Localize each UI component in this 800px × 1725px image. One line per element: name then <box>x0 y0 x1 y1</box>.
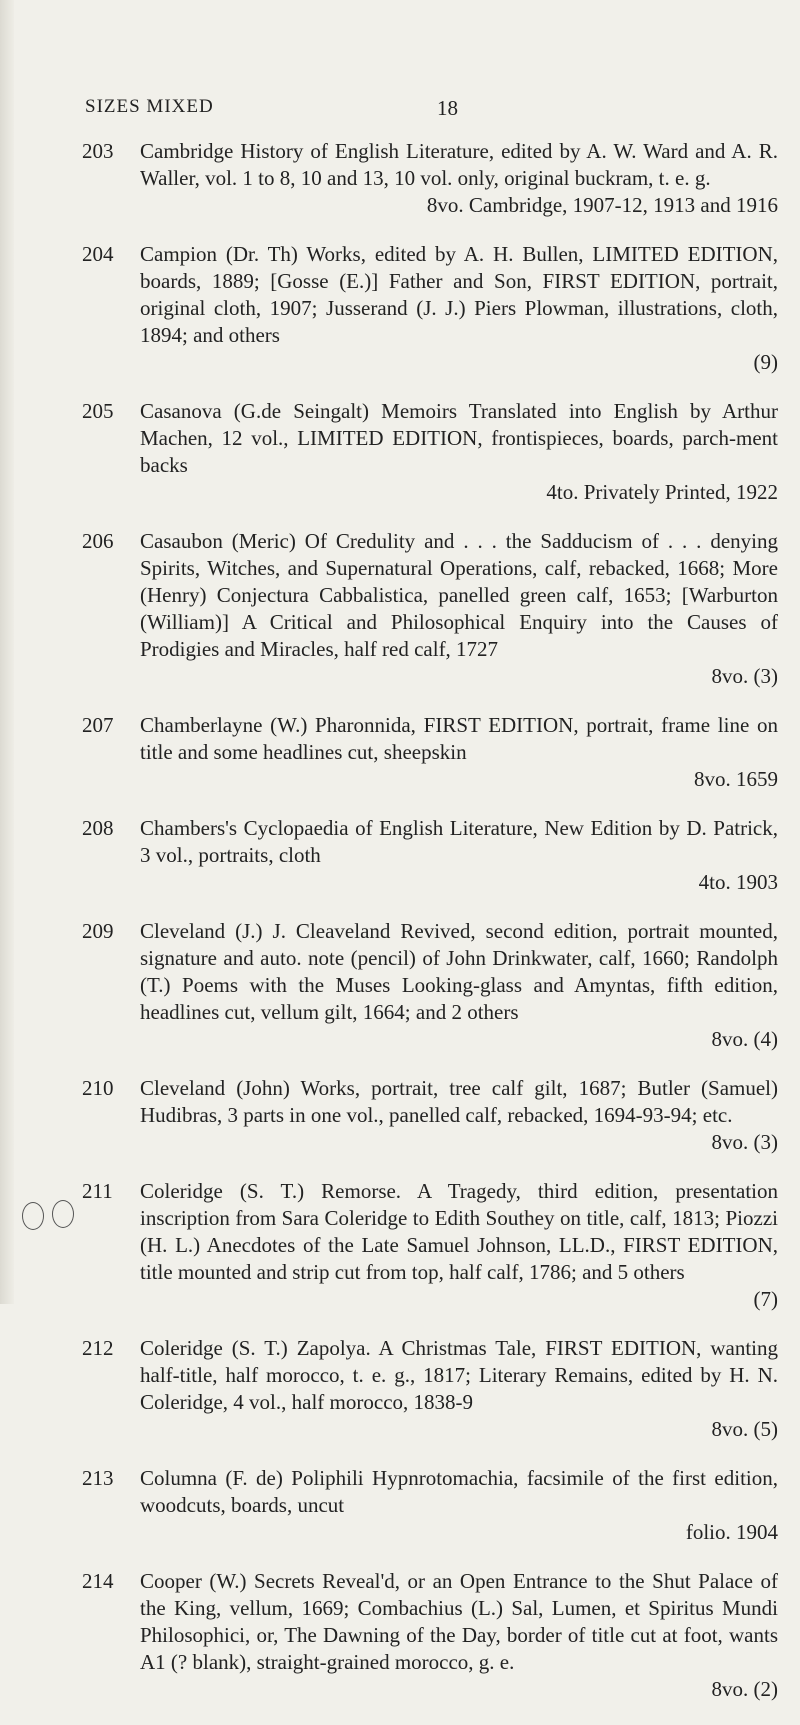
lot-number: 206 <box>82 529 114 553</box>
lot-format: 8vo. (3) <box>711 664 778 688</box>
section-title: SIZES MIXED <box>85 96 214 117</box>
pencil-annotation <box>22 1196 82 1236</box>
lot-description: Columna (F. de) Poliphili Hypnrotomachia, facsimile of the first edition, woodcuts, boards, uncut <box>140 1466 778 1517</box>
lot-entry <box>82 712 778 793</box>
lot-number: 208 <box>82 816 114 840</box>
lot-entry <box>82 1075 778 1156</box>
lot-entry <box>82 1465 778 1546</box>
lot-number: 204 <box>82 242 114 266</box>
lot-number: 213 <box>82 1466 114 1490</box>
lot-entry <box>82 1178 778 1313</box>
lot-number: 211 <box>82 1179 113 1203</box>
lot-description: Cleveland (John) Works, portrait, tree calf gilt, 1687; Butler (Samuel) Hudibras, 3 parts in one vol., panelled calf, rebacked, 1694-93-94; etc. <box>140 1076 778 1127</box>
lot-number: 210 <box>82 1076 114 1100</box>
lot-entry <box>82 918 778 1053</box>
lot-description: Coleridge (S. T.) Zapolya. A Christmas Tale, FIRST EDITION, wanting half-title, half morocco, t. e. g., 1817; Literary Remains, edited by H. N. Coleridge, 4 vol., half morocco, 1838-9 <box>140 1336 778 1414</box>
lot-format: 4to. 1903 <box>698 870 778 894</box>
lot-entry <box>82 1335 778 1443</box>
lot-description: Cleveland (J.) J. Cleaveland Revived, second edition, portrait mounted, signature and auto. note (pencil) of John Drinkwater, calf, 1660; Randolph (T.) Poems with the Muses Looking-glass and Amyntas, fifth edition, headlines cut, vellum gilt, 1664; and 2 others <box>140 919 778 1024</box>
page-edge <box>0 0 14 1304</box>
lot-format: 8vo. 1659 <box>694 767 778 791</box>
lot-entry <box>82 138 778 219</box>
lot-number: 214 <box>82 1569 114 1593</box>
circle-mark-icon <box>22 1202 44 1230</box>
lot-number: 209 <box>82 919 114 943</box>
lot-format: 4to. Privately Printed, 1922 <box>546 480 778 504</box>
lot-number: 207 <box>82 713 114 737</box>
lot-description: Casaubon (Meric) Of Credulity and . . . the Sadducism of . . . denying Spirits, Witches, and Supernatural Operations, calf, rebacked, 1668; More (Henry) Conjectura Cabbalistica, panelled green calf, 1653; [Warburton (William)] A Critical and Philosophical Enquiry into the Causes of Prodigies and Miracles, half red calf, 1727 <box>140 529 778 661</box>
lot-number: 205 <box>82 399 114 423</box>
lot-entry <box>82 815 778 896</box>
lot-description: Campion (Dr. Th) Works, edited by A. H. Bullen, LIMITED EDITION, boards, 1889; [Gosse (E.)] Father and Son, FIRST EDITION, portrait, original cloth, 1907; Jusserand (J. J.) Piers Plowman, illustrations, cloth, 1894; and others <box>140 242 778 347</box>
lot-format: (7) <box>753 1287 778 1311</box>
lot-format: 8vo. Cambridge, 1907-12, 1913 and 1916 <box>426 193 778 217</box>
lot-entry <box>82 241 778 376</box>
catalogue-entries <box>82 138 778 1725</box>
lot-format: (9) <box>753 350 778 374</box>
lot-format: 8vo. (2) <box>711 1677 778 1701</box>
lot-format: 8vo. (4) <box>711 1027 778 1051</box>
lot-description: Coleridge (S. T.) Remorse. A Tragedy, third edition, presentation inscription from Sara Coleridge to Edith Southey on title, calf, 1813; Piozzi (H. L.) Anecdotes of the Late Samuel Johnson, LL.D., FIRST EDITION, title mounted and strip cut from top, half calf, 1786; and 5 others <box>140 1179 778 1284</box>
lot-format: folio. 1904 <box>685 1520 778 1544</box>
lot-number: 203 <box>82 139 114 163</box>
circle-mark-icon <box>52 1200 74 1228</box>
lot-description: Chambers's Cyclopaedia of English Literature, New Edition by D. Patrick, 3 vol., portraits, cloth <box>140 816 778 867</box>
lot-description: Cambridge History of English Literature, edited by A. W. Ward and A. R. Waller, vol. 1 to 8, 10 and 13, 10 vol. only, original buckram, t. e. g. <box>140 139 778 190</box>
lot-description: Chamberlayne (W.) Pharonnida, FIRST EDITION, portrait, frame line on title and some headlines cut, sheepskin <box>140 713 778 764</box>
page-header <box>85 96 760 126</box>
lot-format: 8vo. (5) <box>711 1417 778 1441</box>
lot-entry <box>82 528 778 690</box>
lot-entry <box>82 398 778 506</box>
lot-entry <box>82 1568 778 1703</box>
lot-number: 212 <box>82 1336 114 1360</box>
lot-format: 8vo. (3) <box>711 1130 778 1154</box>
lot-description: Cooper (W.) Secrets Reveal'd, or an Open Entrance to the Shut Palace of the King, vellum, 1669; Combachius (L.) Sal, Lumen, et Spiritus Mundi Philosophici, or, The Dawning of the Day, border of title cut at foot, wants A1 (? blank), straight-grained morocco, g. e. <box>140 1569 778 1674</box>
page-number: 18 <box>437 96 458 120</box>
lot-description: Casanova (G.de Seingalt) Memoirs Translated into English by Arthur Machen, 12 vol., LIMITED EDITION, frontispieces, boards, parch-ment backs <box>140 399 778 477</box>
